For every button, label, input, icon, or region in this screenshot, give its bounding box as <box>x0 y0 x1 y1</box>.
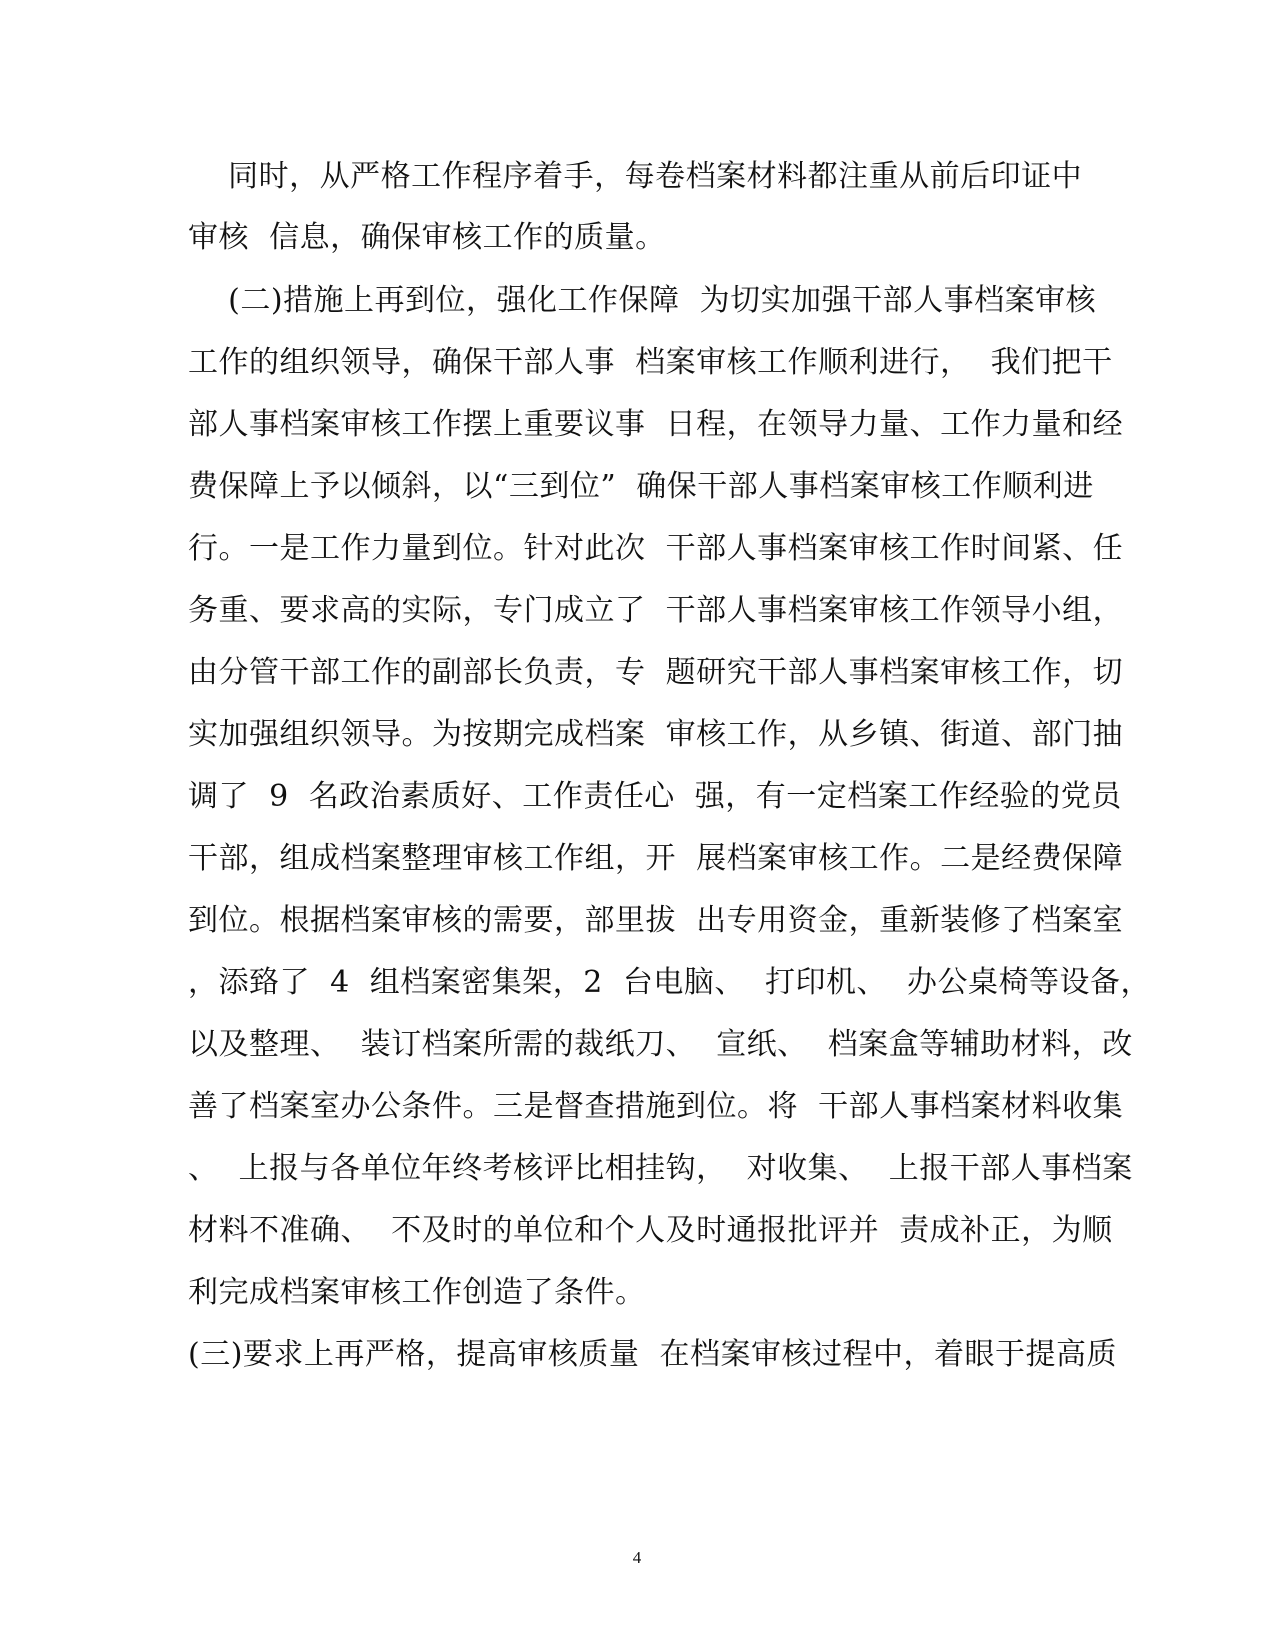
text-line: 务重、要求高的实际，专门成立了 干部人事档案审核工作领导小组， <box>188 593 1124 628</box>
text-line: 费保障上予以倾斜，以“三到位” 确保干部人事档案审核工作顺利进 <box>188 469 1094 504</box>
text-line: 工作的组织领导，确保干部人事 档案审核工作顺利进行， 我们把干 <box>188 345 1113 380</box>
text-line: 到位。根据档案审核的需要，部里拔 出专用资金，重新装修了档案室 <box>188 903 1124 938</box>
text-line: 部人事档案审核工作摆上重要议事 日程，在领导力量、工作力量和经 <box>188 407 1124 442</box>
text-line: 干部，组成档案整理审核工作组，开 展档案审核工作。二是经费保障 <box>188 841 1124 876</box>
text-line: 以及整理、 装订档案所需的裁纸刀、 宣纸、 档案盒等辅助材料，改 <box>188 1027 1133 1062</box>
text-line: (二)措施上再到位，强化工作保障 为切实加强干部人事档案审核 <box>188 283 1097 318</box>
text-line: 实加强组织领导。为按期完成档案 审核工作，从乡镇、街道、部门抽 <box>188 717 1124 752</box>
text-line: 善了档案室办公条件。三是督查措施到位。将 干部人事档案材料收集 <box>188 1089 1124 1124</box>
text-line: 、 上报与各单位年终考核评比相挂钩， 对收集、 上报干部人事档案 <box>188 1151 1133 1186</box>
text-line: (三)要求上再严格，提高审核质量 在档案审核过程中，着眼于提高质 <box>188 1337 1117 1372</box>
text-line: 审核 信息，确保审核工作的质量。 <box>188 220 666 255</box>
text-line: ，添臵了 4 组档案密集架，2 台电脑、 打印机、 办公桌椅等设备， <box>188 965 1152 1000</box>
page-number: 4 <box>632 1548 642 1567</box>
text-line: 同时，从严格工作程序着手，每卷档案材料都注重从前后印证中 <box>188 159 1083 194</box>
text-line: 调了 9 名政治素质好、工作责任心 强，有一定档案工作经验的党员 <box>188 779 1122 814</box>
text-line: 由分管干部工作的副部长负责，专 题研究干部人事档案审核工作，切 <box>188 655 1124 690</box>
text-line: 行。一是工作力量到位。针对此次 干部人事档案审核工作时间紧、任 <box>188 531 1124 566</box>
text-line: 材料不准确、 不及时的单位和个人及时通报批评并 责成补正，为顺 <box>188 1213 1113 1248</box>
text-line: 利完成档案审核工作创造了条件。 <box>188 1275 646 1310</box>
